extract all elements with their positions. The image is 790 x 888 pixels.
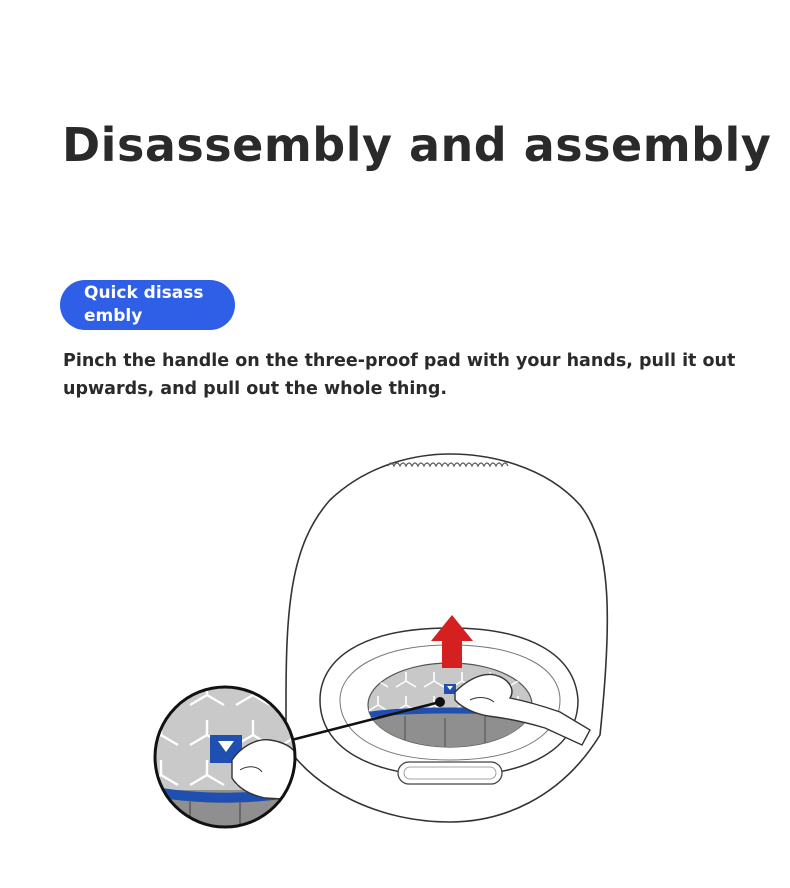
magnified-detail bbox=[150, 685, 300, 840]
page-title: Disassembly and assembly bbox=[62, 118, 772, 172]
badge-label-line2: embly bbox=[84, 306, 143, 326]
badge-label-line1: Quick disass bbox=[84, 283, 204, 303]
section-badge bbox=[60, 280, 235, 330]
instruction-text: Pinch the handle on the three-proof pad with your hands, pull it out upwards, and pull out the whole thing. bbox=[63, 351, 736, 399]
helmet-illustration bbox=[0, 420, 790, 860]
